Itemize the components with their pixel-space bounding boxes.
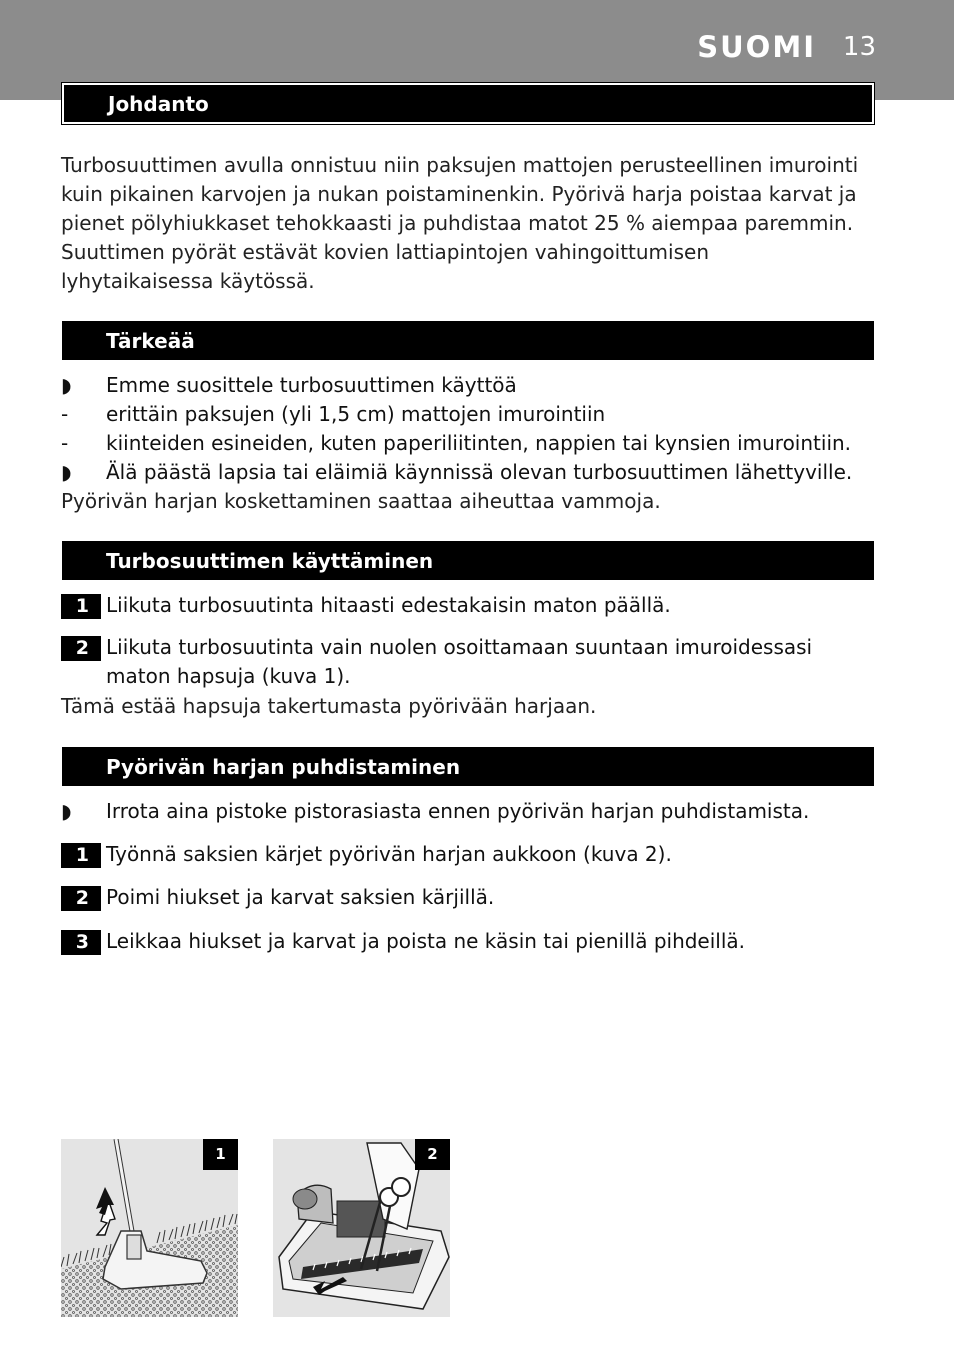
usage-note: Tämä estää hapsuja takertumasta pyörivään harjaan. [61,694,597,718]
step-number: 1 [61,594,101,619]
bullet-icon: ◗ [61,799,72,823]
bullet-icon: ◗ [61,373,72,397]
step-number: 3 [61,930,101,955]
intro-paragraph: Turbosuuttimen avulla onnistuu niin paksujen mattojen perusteellinen imurointi kuin pikainen karvojen ja nukan poistaminenkin. Pyörivä harja poistaa karvat ja pienet pölyhiukkaset tehokkaasti ja puhdistaa matot 25 % aiempaa paremmin. Suuttimen pyörät estävät kovien lattiapintojen vahingoittumisen lyhytaikaisessa käytössä. [61,153,859,293]
page-number: 13 [842,32,876,62]
section-heading-usage: Turbosuuttimen käyttäminen [62,541,874,580]
section-heading-intro: Johdanto [62,83,874,124]
step-number: 2 [61,886,101,911]
language-label: SUOMI [697,30,816,64]
important-note: Pyörivän harjan koskettaminen saattaa aiheuttaa vammoja. [61,489,661,513]
section-heading-cleaning: Pyörivän harjan puhdistaminen [62,747,874,786]
step-number: 2 [61,636,101,661]
bullet-icon: ◗ [61,460,72,484]
figure-2 [273,1139,450,1317]
figure-label: 1 [203,1139,238,1170]
step-number: 1 [61,843,101,868]
dash-marker: - [61,402,69,426]
section-heading-important: Tärkeää [62,321,874,360]
figure-1 [61,1139,238,1317]
dash-marker: - [61,431,69,455]
figure-label: 2 [415,1139,450,1170]
